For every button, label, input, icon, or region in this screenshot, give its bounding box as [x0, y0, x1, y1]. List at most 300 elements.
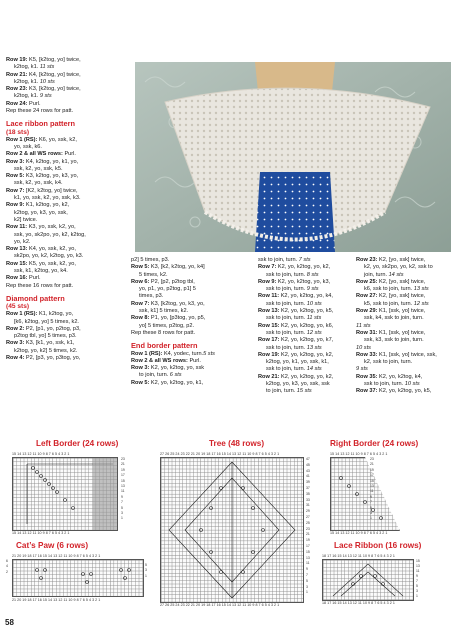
chart-row-number: 43: [306, 468, 310, 473]
row-text: ssk to join, turn.: [266, 286, 306, 293]
pattern-row-continued: [356, 286, 452, 293]
pattern-row: [356, 352, 452, 359]
repeat-note: Rep these 16 rows for patt.: [6, 282, 74, 289]
row-text: K4, k2tog, yo, k1, yo,: [24, 158, 79, 165]
chart-row-number: 1: [306, 590, 308, 595]
row-text: ssk, k2, yo, ssk, k5.: [14, 165, 63, 172]
chart-row-number: 19: [370, 467, 374, 472]
row-text: K5, [k2tog, yo] twice,: [27, 57, 81, 63]
row-text: K1, k2tog, yo, k2,: [24, 202, 70, 209]
row-text: ssk, k1] 5 times, k2.: [139, 308, 189, 315]
pattern-row: [356, 257, 452, 264]
column-3: [258, 257, 356, 396]
chart-title-right-border: Right Border (24 rows): [330, 439, 419, 448]
row-text: K3, yo, ssk, k2, yo,: [27, 224, 76, 231]
pattern-row-continued: [131, 293, 251, 300]
chart-row-number: 13: [416, 564, 420, 568]
pattern-row: [131, 315, 251, 322]
chart-row-number: 3: [416, 589, 418, 593]
row-text: ssk to join, turn.: [266, 315, 306, 322]
pattern-row-continued: [258, 301, 356, 308]
pattern-row-continued: [6, 217, 131, 224]
chart-grid-cats-paw: [12, 559, 144, 597]
pattern-row: [6, 326, 131, 333]
column-1: [6, 57, 131, 362]
row-text: k6, ssk to join, turn.: [364, 286, 413, 293]
pattern-row: [258, 323, 356, 330]
repeat-note: Rep these 24 rows for patt.: [6, 108, 74, 115]
pattern-row: [131, 257, 251, 264]
row-label: Row 11:: [258, 293, 280, 300]
row-text: K2, yo, k2tog, k4,: [377, 373, 423, 380]
chart-row-numbers: [145, 563, 147, 579]
chart-grid-left-border: [12, 457, 118, 531]
pattern-row-continued: [6, 253, 131, 260]
pattern-row-continued: [6, 195, 131, 202]
chart-symbols: [13, 458, 117, 530]
row-text: k2, yo, sk2po, yo, k2, ssk to: [364, 264, 433, 271]
row-text: k2, ssk to join, turn.: [364, 359, 413, 366]
column-2: [131, 257, 251, 387]
chart-row-number: 13: [121, 484, 125, 489]
chart-row-number: 3: [121, 511, 123, 516]
row-label: Row 13:: [258, 308, 280, 315]
chart-row-number: 17: [306, 543, 310, 548]
row-text: K3, [k2tog, yo, k3, yo,: [149, 300, 205, 307]
row-label: Row 9:: [258, 278, 277, 285]
pattern-row: [6, 151, 131, 158]
chart-row-numbers: [6, 559, 8, 575]
pattern-row: [6, 224, 131, 231]
row-text: k2tog, k1.: [14, 78, 39, 85]
chart-row-number: 11: [121, 489, 125, 494]
stitch-count: 11 sts: [38, 64, 55, 71]
row-text: K3, k2tog, yo, k3, yo,: [24, 173, 79, 180]
pattern-row-continued: [258, 315, 356, 322]
chart-column-numbers: 15 14 13 12 11 10 9 8 7 6 5 4 3 2 1: [330, 531, 388, 535]
pattern-row: [6, 57, 131, 64]
chart-grid-lace-ribbon: [322, 559, 414, 601]
chart-row-number: 3: [306, 584, 308, 589]
stitch-count: 10 sts: [38, 78, 55, 85]
pattern-row-continued: [356, 381, 452, 388]
pattern-row-continued: [258, 366, 356, 373]
row-text: Purl.: [187, 357, 201, 364]
stitch-count: 13 sts: [305, 344, 322, 351]
stitch-count: 12 sts: [412, 300, 429, 307]
page-number: 58: [5, 618, 14, 627]
chart-row-number: 37: [306, 485, 310, 490]
row-label: Row 31:: [356, 329, 378, 336]
chart-row-number: 9: [416, 574, 418, 578]
row-text: K2, yo, k2tog, yo, k6,: [279, 322, 334, 329]
chart-row-number: 7: [121, 500, 123, 505]
chart-row-number: 5: [121, 505, 123, 510]
chart-row-number: 25: [306, 520, 310, 525]
stitch-count: 5 sts: [203, 350, 215, 357]
pattern-row-continued: [6, 239, 131, 246]
pattern-row: [6, 340, 131, 347]
pattern-row: [356, 374, 452, 381]
pattern-row: [131, 358, 251, 365]
row-label: Row 15:: [258, 322, 280, 329]
pattern-row-continued: [6, 210, 131, 217]
row-label: Row 13:: [6, 246, 28, 253]
pattern-row-continued: [131, 323, 251, 330]
chart-row-number: 7: [370, 500, 372, 505]
chart-row-number: 1: [416, 594, 418, 598]
row-label: Row 16:: [6, 275, 28, 282]
stitch-count: 8 sts: [305, 271, 319, 278]
row-text: P2, [p1, yo, p2tog, p3,: [24, 325, 81, 332]
row-text: K4, yodec, turn.: [162, 350, 204, 357]
row-label: Row 5:: [6, 173, 25, 180]
pattern-row-continued: [356, 337, 452, 344]
row-text: Purl.: [27, 100, 41, 107]
row-text: K2, yo, k2tog, yo, k2,: [276, 264, 331, 271]
chart-row-number: 9: [306, 567, 308, 572]
section-title-lace-ribbon: Lace ribbon pattern: [6, 119, 75, 129]
pattern-row-continued: [6, 166, 131, 173]
chart-row-number: 31: [306, 503, 310, 508]
pattern-row: [6, 173, 131, 180]
pattern-row-continued: [258, 330, 356, 337]
row-text: K2, [yo, ssk] twice,: [377, 257, 426, 263]
row-label: Row 1 (RS):: [6, 136, 38, 143]
section-title-diamond: Diamond pattern: [6, 293, 65, 303]
row-text: K3, [k1, yo, ssk, k1,: [24, 340, 75, 347]
chart-row-number: 35: [306, 491, 310, 496]
row-text: K4, [k2tog, yo] twice,: [27, 71, 81, 78]
pattern-row: [258, 264, 356, 271]
pattern-row: [131, 279, 251, 286]
chart-column-numbers: 27 26 25 24 23 22 21 20 19 18 17 16 15 14 13 12 11 10 9 8 7 6 5 4 3 2 1: [160, 452, 280, 456]
pattern-row-continued: [6, 93, 131, 100]
row-label: Row 3:: [6, 340, 25, 347]
row-label: Row 3:: [6, 158, 25, 165]
pattern-row-continued: [356, 272, 452, 279]
chart-row-number: 19: [306, 538, 310, 543]
chart-row-number: 11: [370, 489, 374, 494]
row-text: ssk, k2, yo, ssk, k4.: [14, 180, 63, 187]
row-label: Row 5:: [131, 379, 150, 386]
stitch-count: 14 sts: [305, 366, 322, 373]
pattern-row: [356, 330, 452, 337]
chart-column-numbers: 15 14 13 12 11 10 9 8 7 6 5 4 3 2 1: [12, 452, 70, 456]
pattern-row-continued: [6, 268, 131, 275]
pattern-row: [6, 72, 131, 79]
stitch-count: 12 sts: [305, 329, 322, 336]
pattern-row-continued: [6, 232, 131, 239]
row-label: Row 33:: [356, 351, 378, 358]
chart-row-number: 45: [306, 462, 310, 467]
row-text: K1, [ssk, yo] twice, ssk,: [377, 351, 437, 358]
chart-column-numbers: 15 14 13 12 11 10 9 8 7 6 5 4 3 2 1: [12, 531, 70, 535]
row-label: Row 17:: [258, 337, 280, 344]
row-text: K2, yo, k2tog, yo, k5,: [279, 308, 334, 315]
pattern-row-continued: [6, 79, 131, 86]
stitch-count: 10 sts: [356, 344, 371, 351]
stitch-count: 11 sts: [305, 315, 322, 322]
row-text: to join, turn.: [266, 388, 296, 395]
chart-row-number: 29: [306, 509, 310, 514]
row-text: K4, yo, ssk, k2, yo,: [27, 246, 76, 253]
chart-row-number: 15: [416, 559, 420, 563]
row-text: ssk to join, turn.: [266, 344, 306, 351]
pattern-row: [131, 264, 251, 271]
chart-row-numbers: [121, 457, 125, 522]
pattern-row: [356, 279, 452, 286]
pattern-row-continued: [258, 272, 356, 279]
row-label: Row 2 & all WS rows:: [131, 357, 188, 364]
pattern-row: [258, 293, 356, 300]
stitch-count: 9 sts: [356, 366, 368, 373]
chart-row-number: 4: [6, 564, 8, 569]
chart-row-number: 39: [306, 480, 310, 485]
chart-row-number: 1: [121, 516, 123, 521]
row-text: yo, k2.: [14, 238, 31, 245]
pattern-row-continued: [6, 319, 131, 326]
chart-symbols: [13, 560, 143, 596]
row-text: P2, [p2, p2tog tbl,: [149, 278, 195, 285]
chart-symbols: [323, 560, 413, 600]
row-label: Row 19:: [258, 351, 280, 358]
row-text: K1, [ssk, yo] twice,: [377, 329, 426, 336]
section-title-end-border: End border pattern: [131, 341, 198, 351]
pattern-row: [258, 374, 356, 381]
row-text: K2, yo, k2tog, yo, k4,: [279, 293, 333, 300]
chart-row-number: 23: [121, 457, 125, 461]
row-text: yo, ssk, k6.: [14, 143, 42, 150]
pattern-row: [258, 352, 356, 359]
stitch-count: 7 sts: [297, 257, 311, 263]
row-text: K2, [yo, ssk] twice,: [377, 278, 426, 285]
chart-row-number: 47: [306, 457, 310, 461]
row-label: Row 7:: [6, 187, 25, 194]
chart-symbols: [331, 458, 399, 530]
row-text: ssk to join, turn.: [266, 329, 306, 336]
pattern-row-continued: [131, 286, 251, 293]
shawl-photo-illustration: [135, 62, 451, 252]
chart-row-number: 23: [370, 457, 374, 461]
row-text: K6, yo, ssk, k2,: [37, 136, 77, 143]
row-text: ssk to join, turn.: [258, 257, 298, 263]
row-text: K1, k2tog, yo,: [37, 311, 74, 318]
chart-column-numbers: 21 20 19 18 17 16 15 14 13 12 11 10 9 8 7 6 5 4 3 2 1: [12, 554, 101, 558]
chart-row-number: 9: [121, 494, 123, 499]
pattern-row: [6, 261, 131, 268]
row-label: Row 1 (RS):: [131, 350, 163, 357]
chart-row-number: 9: [370, 494, 372, 499]
row-label: Row 29:: [356, 308, 378, 315]
row-label: Row 27:: [356, 293, 378, 300]
pattern-row: [6, 159, 131, 166]
row-text: k2] twice.: [14, 216, 38, 223]
pattern-row: [6, 188, 131, 195]
chart-title-cats-paw: Cat’s Paw (6 rows): [16, 541, 89, 550]
row-label: Row 7:: [258, 264, 277, 271]
row-text: ssk, k1, k2tog, yo, k4.: [14, 268, 68, 275]
chart-row-number: 21: [306, 532, 310, 537]
row-label: Row 21:: [258, 373, 280, 380]
pattern-row: [356, 323, 452, 330]
row-text: sk2po, yo, k2, k2tog, yo, k3.: [14, 253, 84, 260]
pattern-row: [6, 246, 131, 253]
chart-row-number: 19: [121, 467, 125, 472]
row-text: ssk to join, turn.: [266, 271, 306, 278]
row-label: Row 8:: [131, 315, 150, 322]
row-label: Row 4:: [6, 354, 25, 361]
chart-row-number: 41: [306, 474, 310, 479]
row-text: yo] 5 times, p2tog, p2.: [139, 322, 195, 329]
row-text: ssk to join, turn.: [266, 300, 306, 307]
pattern-row-continued: [6, 333, 131, 340]
chart-grid-tree: [160, 457, 304, 603]
pattern-row: [356, 388, 452, 395]
chart-row-number: 5: [416, 584, 418, 588]
row-text: ssk to join, turn.: [364, 381, 404, 388]
chart-title-tree: Tree (48 rows): [209, 439, 265, 448]
pattern-row-continued: [6, 180, 131, 187]
pattern-row-continued: [258, 388, 356, 395]
pattern-row: [356, 308, 452, 315]
row-text: to join, turn.: [139, 372, 169, 379]
row-text: K3, [k2tog, yo] twice,: [27, 86, 81, 93]
row-text: K2, yo, k2tog, yo, k3,: [276, 278, 331, 285]
row-text: Purl.: [27, 275, 41, 282]
row-text: [k6, k2tog, yo] 5 times, k2.: [14, 318, 79, 325]
stitch-count: 6 sts: [168, 372, 182, 379]
row-text: K2, yo, k2tog, yo, k1,: [149, 379, 204, 386]
row-label: Row 11:: [6, 224, 28, 231]
row-label: Row 2 & all WS rows:: [6, 151, 63, 158]
pattern-row-continued: [131, 308, 251, 315]
pattern-row: [258, 257, 356, 264]
chart-row-number: 33: [306, 497, 310, 502]
chart-row-number: 23: [306, 526, 310, 531]
stitch-count: 9 sts: [38, 93, 52, 100]
chart-row-number: 3: [370, 511, 372, 516]
pattern-row-continued: [356, 359, 452, 366]
row-label: Row 19:: [6, 57, 28, 63]
pattern-row: [356, 293, 452, 300]
chart-row-number: 5: [370, 505, 372, 510]
row-text: yo, p1, yo, p2tog, p1] 5: [139, 286, 196, 293]
chart-symbols: [161, 458, 303, 602]
chart-row-number: 11: [306, 561, 310, 566]
row-text: K2, yo, k2tog, yo, k5,: [377, 388, 432, 395]
row-text: K2, yo, k2tog, yo, k7,: [279, 337, 334, 344]
row-text: K2, yo, k2tog, yo, k2,: [279, 373, 334, 380]
stitch-count: 10 sts: [403, 381, 420, 388]
chart-row-number: 5: [145, 563, 147, 567]
chart-row-number: 17: [370, 473, 374, 478]
chart-row-number: 5: [306, 578, 308, 583]
row-text: k2tog, k1.: [14, 64, 39, 71]
pattern-row-continued: [356, 301, 452, 308]
chart-column-numbers: 21 20 19 18 17 16 15 14 13 12 11 10 9 8 7 6 5 4 3 2 1: [12, 598, 101, 602]
chart-row-numbers: [306, 457, 310, 596]
row-label: Row 35:: [356, 373, 378, 380]
section-stitch-count: (45 sts): [6, 303, 30, 311]
chart-title-lace-ribbon: Lace Ribbon (16 rows): [334, 541, 422, 550]
pattern-row-continued: [6, 64, 131, 71]
row-text: K2, yo, k2tog, yo, ssk: [149, 365, 205, 372]
chart-row-numbers: [370, 457, 374, 522]
row-text: K2, yo, k2tog, yo, k2,: [279, 351, 334, 358]
chart-row-number: 17: [121, 473, 125, 478]
pattern-row-continued: [131, 272, 251, 279]
chart-row-number: 15: [121, 478, 125, 483]
row-label: Row 24:: [6, 100, 28, 107]
pattern-row-continued: [258, 359, 356, 366]
stitch-count: 15 sts: [295, 388, 312, 395]
chart-column-numbers: 18 17 16 15 14 13 12 11 10 9 8 7 6 5 4 3 2 1: [322, 601, 395, 605]
chart-row-number: 1: [370, 516, 372, 521]
pattern-row-continued: [6, 348, 131, 355]
row-text: p2tog tbl, yo] 5 times, p3.: [14, 333, 77, 340]
column-4: [356, 257, 452, 396]
row-text: K1, [ssk, yo] twice,: [377, 308, 426, 315]
pattern-row: [6, 202, 131, 209]
chart-row-number: 6: [6, 559, 8, 563]
row-text: P1, yo, [p3tog, yo, p5,: [149, 315, 206, 322]
pattern-row: [6, 101, 131, 108]
row-label: Row 15:: [6, 260, 28, 267]
row-text: [K2, k2tog, yo] twice,: [24, 187, 78, 194]
row-text: P2, [p3, yo, p3tog, yo,: [24, 354, 81, 361]
chart-row-number: 13: [370, 484, 374, 489]
stitch-count: 13 sts: [412, 286, 429, 293]
chart-grid-right-border: [330, 457, 400, 531]
pattern-row: [6, 137, 131, 144]
pattern-row: [131, 380, 251, 387]
row-text: times, p3.: [139, 293, 164, 300]
row-text: K3, [k2, k2tog, yo, k4]: [149, 264, 205, 271]
pattern-row-continued: [258, 286, 356, 293]
chart-row-numbers: [416, 559, 420, 599]
chart-row-number: 7: [306, 572, 308, 577]
row-label: Row 3:: [131, 365, 150, 372]
pattern-row: [131, 365, 251, 372]
pattern-row: [6, 355, 131, 362]
row-text: p2] 5 times, p3.: [131, 257, 170, 263]
row-label: Row 23:: [356, 257, 378, 263]
row-text: k2tog, k1.: [14, 93, 39, 100]
pattern-row: [131, 301, 251, 308]
repeat-note: Rep these 8 rows for patt.: [131, 329, 196, 336]
row-label: Row 9:: [6, 202, 25, 209]
pattern-row-continued: [131, 372, 251, 379]
row-text: ssk, yo, sk2po, yo, k2, k2tog,: [14, 231, 86, 238]
stitch-count: 11 sts: [356, 322, 371, 329]
row-text: ssk, k4, ssk to join, turn.: [364, 315, 424, 322]
row-text: 5 times, k2.: [139, 271, 168, 278]
row-label: Row 37:: [356, 388, 378, 395]
pattern-row-continued: [258, 345, 356, 352]
section-stitch-count: (18 sts): [6, 128, 30, 136]
row-text: k2tog, yo, k3, yo, ssk, ssk: [266, 381, 330, 388]
row-text: K5, yo, ssk, k2, yo,: [27, 260, 76, 267]
chart-row-number: 21: [370, 462, 374, 467]
stitch-count: 10 sts: [305, 300, 322, 307]
chart-row-number: 27: [306, 514, 310, 519]
row-label: Row 2:: [6, 325, 25, 332]
chart-column-numbers: 27 26 25 24 23 22 21 20 19 18 17 16 15 14 13 12 11 10 9 8 7 6 5 4 3 2 1: [160, 603, 280, 607]
row-label: Row 5:: [131, 264, 150, 271]
pattern-row: [356, 345, 452, 352]
row-text: k1, yo, ssk, k2, yo, ssk, k3.: [14, 195, 81, 202]
